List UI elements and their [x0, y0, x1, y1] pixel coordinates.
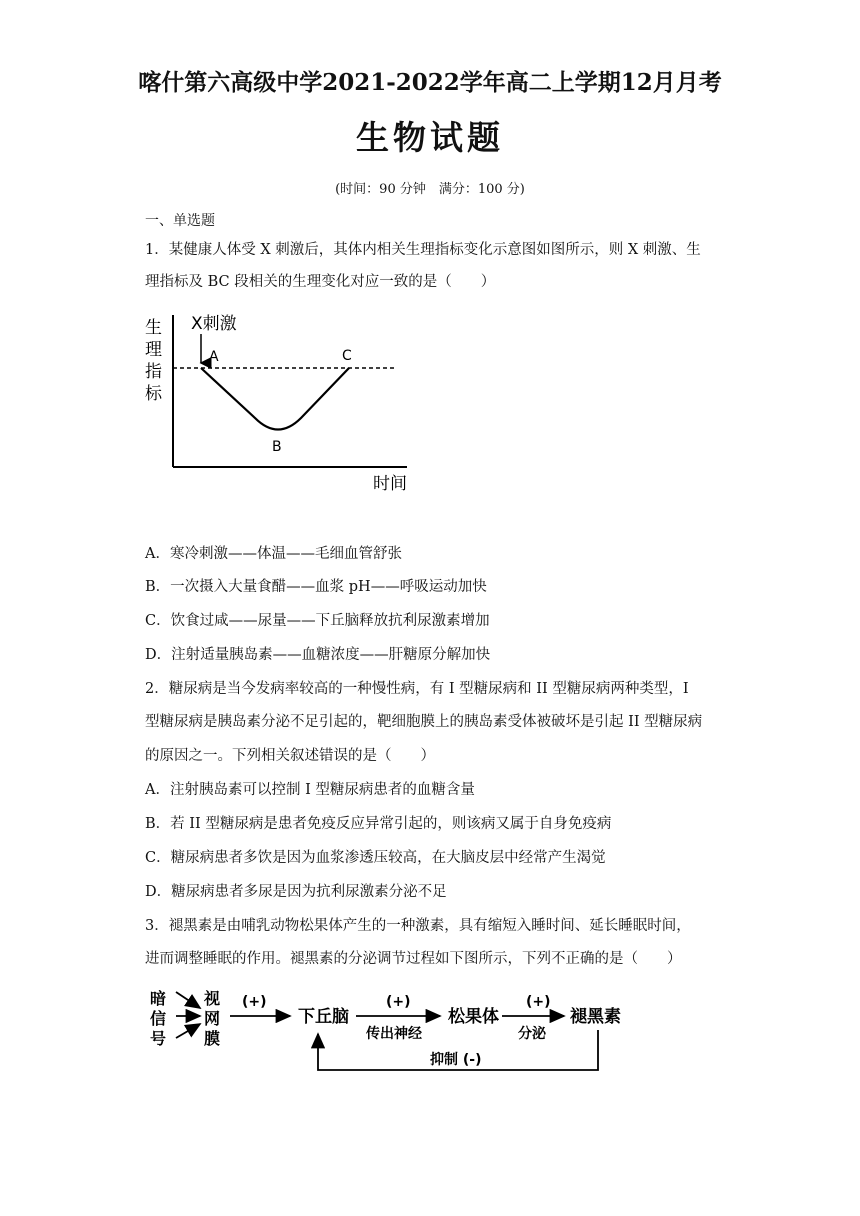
- q2-option-d: D．糖尿病患者多尿是因为抗利尿激素分泌不足: [145, 884, 447, 900]
- retina-char: 视: [204, 989, 221, 1008]
- q1-stem-line2: 理指标及 BC 段相关的生理变化对应一致的是（ ）: [145, 274, 496, 290]
- dark-signal-char: 号: [150, 1029, 167, 1048]
- inhibition-label: 抑制 (-): [430, 1052, 482, 1068]
- q3-regulation-diagram: [140, 982, 650, 1082]
- q2-stem-line1: 2．糖尿病是当今发病率较高的一种慢性病，有 I 型糖尿病和 II 型糖尿病两种类型，I: [145, 681, 689, 697]
- hypothalamus-label: 下丘脑: [298, 1007, 349, 1027]
- q1-option-b: B．一次摄入大量食醋——血浆 pH——呼吸运动加快: [145, 579, 487, 595]
- q3-stem-line2: 进而调整睡眠的作用。褪黑素的分泌调节过程如下图所示，下列不正确的是（ ）: [145, 951, 682, 967]
- melatonin-label: 褪黑素: [570, 1007, 621, 1027]
- pineal-label: 松果体: [448, 1007, 499, 1027]
- retina-char: 网: [204, 1009, 221, 1028]
- section-title: 一、单选题: [145, 213, 215, 229]
- retina-char: 膜: [204, 1029, 221, 1048]
- y-axis-label-char: 标: [145, 384, 162, 404]
- q1-graph: [135, 305, 425, 495]
- point-b-label: B: [272, 439, 282, 455]
- curve-abc: [201, 368, 349, 430]
- exam-school-title: 喀什第六高级中学2021-2022学年高二上学期12月月考: [138, 69, 722, 96]
- point-a-label: A: [209, 349, 219, 365]
- q1-option-d: D．注射适量胰岛素——血糖浓度——肝糖原分解加快: [145, 647, 491, 663]
- exam-meta: (时间：90 分钟 满分：100 分): [335, 182, 525, 197]
- y-axis-label-char: 指: [145, 362, 162, 382]
- dark-signal-char: 信: [150, 1009, 167, 1028]
- q2-option-b: B．若 II 型糖尿病是患者免疫反应异常引起的，则该病又属于自身免疫病: [145, 816, 612, 832]
- plus-label-3: (+): [526, 994, 551, 1010]
- y-axis-label-char: 生: [145, 318, 162, 338]
- point-c-label: C: [342, 348, 352, 364]
- y-axis-label-char: 理: [145, 340, 162, 360]
- q2-option-c: C．糖尿病患者多饮是因为血浆渗透压较高，在大脑皮层中经常产生渴觉: [145, 850, 606, 866]
- stimulus-label: X刺激: [191, 314, 237, 334]
- dark-signal-char: 暗: [150, 989, 167, 1008]
- q1-option-c: C．饮食过咸——尿量——下丘脑释放抗利尿激素增加: [145, 613, 490, 629]
- plus-label-2: (+): [386, 994, 411, 1010]
- secrete-label: 分泌: [518, 1026, 546, 1042]
- signal-arrow-upper: [176, 992, 200, 1008]
- q1-stem-line1: 1．某健康人体受 X 刺激后，其体内相关生理指标变化示意图如图所示，则 X 刺激、生: [145, 242, 701, 258]
- q2-option-a: A．注射胰岛素可以控制 I 型糖尿病患者的血糖含量: [145, 782, 475, 798]
- q2-stem-line3: 的原因之一。下列相关叙述错误的是（ ）: [145, 748, 435, 764]
- plus-label-1: (+): [242, 994, 267, 1010]
- q1-option-a: A．寒冷刺激——体温——毛细血管舒张: [145, 546, 402, 562]
- x-axis-label: 时间: [373, 474, 407, 494]
- subject-title: 生物试题: [356, 118, 504, 157]
- q2-stem-line2: 型糖尿病是胰岛素分泌不足引起的，靶细胞膜上的胰岛素受体被破坏是引起 II 型糖尿病: [145, 714, 703, 730]
- signal-arrow-lower: [176, 1024, 200, 1038]
- efferent-nerve-label: 传出神经: [366, 1026, 422, 1042]
- q3-stem-line1: 3．褪黑素是由哺乳动物松果体产生的一种激素，具有缩短入睡时间、延长睡眠时间，: [145, 918, 691, 934]
